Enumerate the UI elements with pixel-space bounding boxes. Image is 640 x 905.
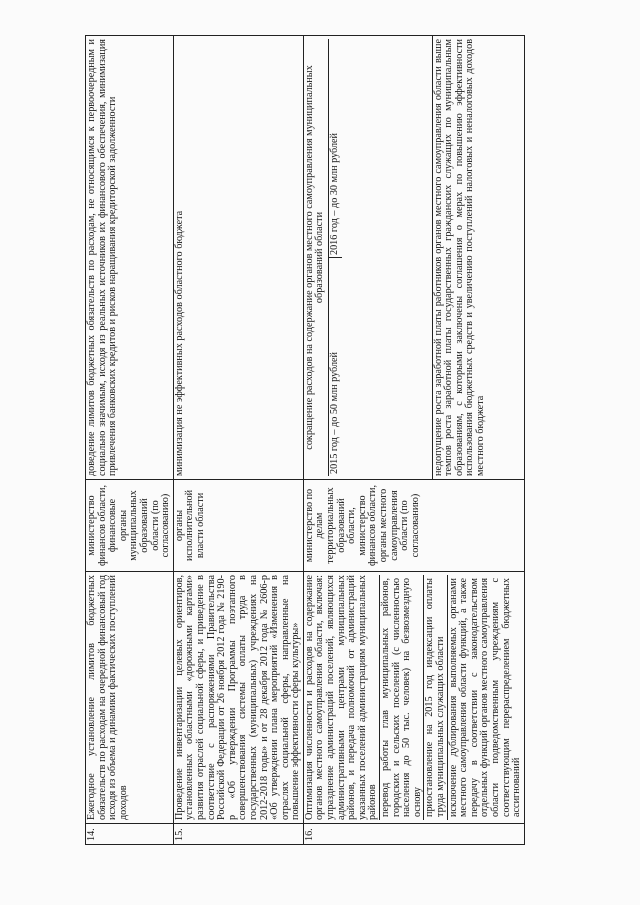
table-sheet xyxy=(85,36,523,845)
measure-part: приостановление на 2015 год индексации оплаты труда муниципальных служащих области xyxy=(423,575,446,820)
measures-table xyxy=(85,35,525,845)
measure-part: исключение дублирования выполняемых органами местного самоуправления области функций, а также передачу в соответствии с законодательством отдельных функций органов местного самоуправления области подведомственным учреждениям с соответствующим перераспределением бюджетных ассигнований xyxy=(447,575,523,820)
result-text: доведение лимитов бюджетных обязательств по расходам, не относящимся к первоочередным и социально значимым, исходя из реальных источников их финансового обеспечения, минимизация привлечения банковских кредитов и рисков наращивания кредиторской задолженности xyxy=(86,36,174,480)
result-extra-text: недопущение роста заработной платы работников органов местного самоуправления области выше темпов роста заработной платы государственных гражданских служащих по муниципальным образованиям, с которыми заключены соглашения о мерах по повышению эффективности использования бюджетных средств и увеличению поступлений налоговых и неналоговых доходов местного бюджета xyxy=(432,39,487,476)
executor-text: органы исполнительной власти области xyxy=(173,480,303,572)
table-row xyxy=(86,36,174,845)
table-row xyxy=(173,36,303,845)
result-main-text: сокращение расходов на содержание органов местного самоуправления муниципальных образований области xyxy=(303,65,326,450)
result-years-table xyxy=(328,39,342,476)
result-text: минимизация не эффективных расходов областного бюджета xyxy=(173,36,303,480)
table-row xyxy=(303,36,524,845)
measure-text: Проведение инвентаризации целевых ориентиров, установленных областными «дорожными картами» развития отраслей социальной сферы, и приведение в соответствие с распоряжениями Правительства Российской Федерации от 26 ноября 2012 года № 2190-р «Об утверждении Программы поэтапного совершенствования системы оплаты труда в государственных (муниципальных) учреждениях на 2012-2018 годы» и от 28 декабря 2012 года № 2606-р «Об утверждении плана мероприятий «Изменения в отраслях социальной сферы, направленные на повышение эффективности сферы культуры» xyxy=(173,572,303,824)
row-number: 16. xyxy=(303,824,524,845)
executor-text: министерство финансов области, финансовые органы муниципальных образований области (по согласованию) xyxy=(86,480,174,572)
measure-main-text: Оптимизация численности и расходов на содержание органов местного самоуправления области, включая: упразднение администраций поселений, являющихся административными центрами муниципальных районов, и передача полномочий от администраций указанных поселений администрациям муниципальных районов xyxy=(303,575,379,820)
row-number: 14. xyxy=(86,824,174,845)
measure-part: перевод работы глав муниципальных районов, городских и сельских поселений (с численностью населения до 50 тыс. человек) на безвозмездную основу xyxy=(379,575,423,820)
result-cell xyxy=(303,36,524,480)
result-year-2016: 2016 год – до 30 млн рублей xyxy=(329,39,342,258)
empty-spacer xyxy=(342,36,433,479)
result-year-2015: 2015 год – до 50 млн рублей xyxy=(329,258,342,477)
measure-cell xyxy=(303,572,524,824)
measure-text: Ежегодное установление лимитов бюджетных обязательств по расходам на очередной финансовый год исходя из объема и динамики фактических поступлений доходов xyxy=(86,572,174,824)
rotated-table-container xyxy=(85,36,523,845)
row-number: 15. xyxy=(173,824,303,845)
executor-text: министерство по делам территориальных образований области, министерство финансов области, органы местного самоуправления области (по согласованию) xyxy=(303,480,524,572)
